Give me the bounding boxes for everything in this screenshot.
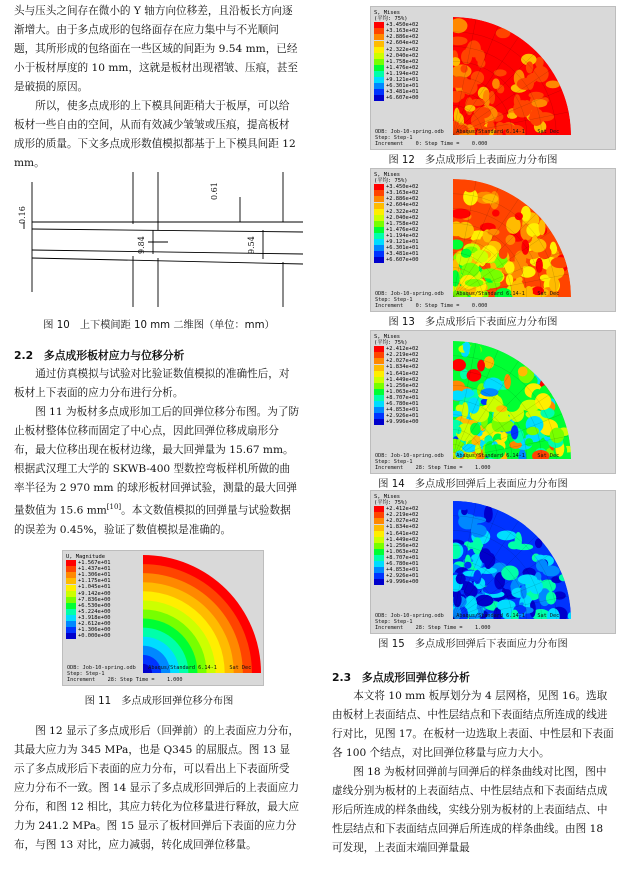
stress-patch: [546, 81, 560, 89]
stress-patch: [473, 501, 481, 511]
right-column-section-2-3: [332, 668, 614, 858]
stress-patch: [474, 175, 493, 192]
stress-patch: [521, 240, 529, 255]
legend-entry: +1.045e+01: [66, 584, 110, 590]
legend-entry: +1.476e+02: [374, 65, 418, 71]
figure-13-caption: 图 13 多点成形后下表面应力分布图: [388, 317, 558, 328]
stress-patch: [492, 78, 500, 89]
legend-entry: +2.412e+02: [374, 506, 418, 512]
legend-entry: +2.322e+02: [374, 209, 418, 215]
figure-15-caption: 图 15 多点成形回弹后下表面应力分布图: [378, 639, 568, 650]
stress-legend: S, Mises (平均: 75%) +3.450e+02 +3.163e+02 +2.886e+02 +2.604e+02 +2.322e+02 +2.040e+02 +1.758e+02 +1.476e+02 +1.194e+02 +9.121e+01 +6.301e+01 +3.481e+01 +6.607e+00: [374, 10, 419, 102]
stress-patch: [496, 28, 511, 38]
stress-legend: S, Mises (平均: 75%) +2.412e+02 +2.219e+02 +2.027e+02 +1.834e+02 +1.641e+02 +1.449e+02 +1.256e+02 +1.063e+02 +8.707e+01 +6.780e+01 +4.853e+01 +2.926e+01 +9.996e+00: [374, 494, 419, 586]
stress-patch: [466, 542, 483, 549]
legend-entry: +8.707e+01: [374, 555, 418, 561]
stress-patch: [452, 359, 466, 371]
stress-patch: [481, 268, 499, 278]
legend-entry: +1.175e+01: [66, 578, 110, 584]
legend-entry: +9.996e+00: [374, 419, 418, 425]
legend-entry: +2.040e+02: [374, 215, 418, 221]
legend-entry: +7.836e+00: [66, 597, 110, 603]
figure-11-caption: 图 11 多点成形回弹位移分布图: [84, 696, 234, 707]
figure-11-fea-plot: [62, 550, 264, 686]
stress-contour: [371, 7, 615, 149]
legend-entry: +9.142e+00: [66, 591, 110, 597]
fea-footer: ODB: Job-10-spring.odb Abaqus/Standard 6.14-1 Sat Dec Step: Step-1 Increment 0: Step Time = 0.000: [375, 129, 560, 147]
stress-patch: [514, 94, 521, 108]
paragraph-2: 所以，使多点成形的上下模具间距稍大于板厚，可以给板材一些自由的空间，从而有效减少皱皱或压痕，提高板材成形的质量。下文多点成形数值模拟都基于上下模具间距 12 mm。: [14, 100, 296, 169]
stress-legend: S, Mises (平均: 75%) +2.412e+02 +2.219e+02 +2.027e+02 +1.834e+02 +1.641e+02 +1.449e+02 +1.256e+02 +1.063e+02 +8.707e+01 +6.780e+01 +4.853e+01 +2.926e+01 +9.996e+00: [374, 334, 419, 426]
legend-entry: +2.040e+02: [374, 53, 418, 59]
legend-entry: +9.121e+01: [374, 77, 418, 83]
paragraph-3: 通过仿真模拟与试验对比验证数值模拟的准确性后，对板材上下表面的应力分布进行分析。: [14, 368, 290, 399]
legend-entry: +1.758e+02: [374, 221, 418, 227]
stress-patch: [499, 248, 508, 259]
stress-patch: [492, 210, 499, 217]
legend-entry: +1.449e+02: [374, 377, 418, 383]
figure-15-fea-plot: [370, 490, 616, 634]
legend-entry: +1.834e+02: [374, 364, 418, 370]
section-2-2-heading: 2.2 多点成形板材应力与位移分析: [14, 349, 185, 362]
paragraph-5: 图 12 显示了多点成形后（回弹前）的上表面应力分布，其最大应力为 345 MPa，也是 Q345 的屈服点。图 13 显示了多点成形后下表面的应力分布，可以看出上下表面所受应力分布不一致。图 14 显示了多点成形回弹后的上表面应力分布，和图 12 相比，其应力转化为位移量进行释放，最大应力为 241.2 MPa。图 15 显示了板材回弹后下表面的应力分布，与图 13 对比，应力减弱，转化成回弹位移量。: [14, 725, 300, 851]
legend-entry: +6.530e+00: [66, 603, 110, 609]
legend-entry: +8.707e+01: [374, 395, 418, 401]
legend-entry: +6.607e+00: [374, 95, 418, 101]
stress-patch: [475, 595, 493, 607]
legend-entry: +0.000e+00: [66, 633, 110, 639]
legend-entry: +6.301e+01: [374, 245, 418, 251]
stress-patch: [493, 415, 511, 422]
paragraph-6: 本文将 10 mm 板厚划分为 4 层网格，见图 16。选取由板材上表面结点、中性层结点和下表面结点所连成的线进行对比，见图 17。在板材一边选取上表面、中性层和下表面各 100 个结点，对比回弹位移量与应力大小。: [332, 690, 614, 759]
stress-patch: [494, 69, 507, 76]
left-column-section-2-2: [14, 346, 300, 540]
legend-entry: +3.450e+02: [374, 22, 418, 28]
stress-contour: [371, 169, 615, 311]
legend-entry: +1.641e+02: [374, 371, 418, 377]
stress-patch: [525, 438, 533, 446]
legend-entry: +1.437e+01: [66, 566, 110, 572]
stress-patch: [473, 250, 488, 263]
stress-contour: [371, 491, 615, 633]
legend-entry: +2.926e+01: [374, 573, 418, 579]
legend-entry: +4.853e+01: [374, 407, 418, 413]
stress-patch: [461, 49, 472, 64]
dim-label-0-16: 0.16: [18, 206, 27, 224]
legend-entry: +2.219e+02: [374, 352, 418, 358]
legend-entry: +9.996e+00: [374, 579, 418, 585]
stress-patch: [532, 99, 548, 107]
legend-entry: +2.322e+02: [374, 47, 418, 53]
legend-entry: +6.780e+01: [374, 561, 418, 567]
stress-patch: [539, 219, 546, 235]
stress-patch: [450, 240, 464, 250]
legend-entry: +2.027e+02: [374, 358, 418, 364]
legend-entry: +6.301e+01: [374, 83, 418, 89]
figure-10: [18, 172, 303, 312]
figure-14-caption: 图 14 多点成形回弹后上表面应力分布图: [378, 479, 568, 490]
stress-patch: [464, 562, 471, 569]
legend-entry: +3.450e+02: [374, 184, 418, 190]
legend-entry: +5.224e+00: [66, 609, 110, 615]
stress-patch: [568, 612, 574, 620]
paragraph-7: 图 18 为板材回弹前与回弹后的样条曲线对比图，图中虚线分别为板材的上表面结点、中性层结点和下表面结点成形后所连成的样条曲线，实线分别为板材的上表面结点、中性层结点和下表面结点回弹后所连成的样条曲线。由图 18 可发现，上表面末端回弹量最: [332, 766, 608, 854]
legend-entry: +2.926e+01: [374, 413, 418, 419]
legend-entry: +1.063e+02: [374, 549, 418, 555]
displacement-legend: U, Magnitude +1.567e+01 +1.437e+01 +1.306e+01 +1.175e+01 +1.045e+01 +9.142e+00 +7.836e+00 +6.530e+00 +5.224e+00 +3.918e+00 +2.612e+00 +1.306e+00 +0.000e+00: [66, 554, 111, 640]
legend-entry: +1.567e+01: [66, 560, 110, 566]
stress-patch: [521, 206, 531, 221]
legend-entry: +3.163e+02: [374, 28, 418, 34]
legend-entry: +9.121e+01: [374, 239, 418, 245]
left-column: [14, 2, 300, 173]
legend-entry: +2.612e+00: [66, 621, 110, 627]
stress-patch: [471, 524, 487, 537]
stress-patch: [515, 544, 533, 550]
legend-entry: +6.607e+00: [374, 257, 418, 263]
legend-entry: +2.886e+02: [374, 196, 418, 202]
stress-patch: [449, 37, 468, 46]
legend-entry: +1.194e+02: [374, 71, 418, 77]
stress-contour: [371, 331, 615, 473]
legend-entry: +2.219e+02: [374, 512, 418, 518]
left-column-bottom: [14, 722, 300, 855]
fea-footer: ODB: Job-10-spring.odb Abaqus/Standard 6.14-1 Sat Dec Step: Step-1 Increment 28: Step Time = 1.000: [375, 613, 560, 631]
stress-patch: [518, 519, 526, 532]
legend-entry: +1.063e+02: [374, 389, 418, 395]
legend-entry: +3.481e+01: [374, 89, 418, 95]
figure-14-fea-plot: [370, 330, 616, 474]
legend-entry: +1.256e+02: [374, 543, 418, 549]
legend-entry: +1.256e+02: [374, 383, 418, 389]
legend-entry: +1.476e+02: [374, 227, 418, 233]
figure-13-fea-plot: [370, 168, 616, 312]
stress-patch: [535, 538, 542, 548]
legend-entry: +2.027e+02: [374, 518, 418, 524]
stress-patch: [551, 257, 569, 268]
paragraph-1: 头与压头之间存在微小的 Y 轴方向位移差，且沿板长方向逐渐增大。由于多点成形的包络面存在应力集中与不光顺问题，其所形成的包络面在一些区域的间距为 9.54 mm，已经小于板材厚度的 10 mm，这就是板材出现褶皱、压痕，甚至是破损的原因。: [14, 5, 298, 93]
dim-label-9-84: 9.84: [137, 236, 146, 254]
legend-entry: +2.604e+02: [374, 202, 418, 208]
legend-entry: +2.412e+02: [374, 346, 418, 352]
stress-patch: [450, 390, 465, 400]
legend-entry: +1.449e+02: [374, 537, 418, 543]
figure-12-fea-plot: [370, 6, 616, 150]
fea-footer: ODB: Job-10-spring.odb Abaqus/Standard 6.14-1 Sat Dec Step: Step-1 Increment 0: Step Time = 0.000: [375, 291, 560, 309]
legend-entry: +1.194e+02: [374, 233, 418, 239]
stress-patch: [559, 574, 568, 581]
legend-entry: +1.758e+02: [374, 59, 418, 65]
stress-patch: [526, 74, 534, 90]
stress-legend: S, Mises (平均: 75%) +3.450e+02 +3.163e+02 +2.886e+02 +2.604e+02 +2.322e+02 +2.040e+02 +1.758e+02 +1.476e+02 +1.194e+02 +9.121e+01 +6.301e+01 +3.481e+01 +6.607e+00: [374, 172, 419, 264]
dim-label-0-61: 0.61: [210, 182, 219, 200]
legend-entry: +3.481e+01: [374, 251, 418, 257]
legend-entry: +3.163e+02: [374, 190, 418, 196]
stress-patch: [518, 366, 528, 376]
stress-patch: [515, 212, 523, 220]
legend-entry: +1.306e+00: [66, 627, 110, 633]
stress-patch: [470, 423, 480, 435]
paragraph-4: 图 11 为板材多点成形加工后的回弹位移分布图。为了防止板材整体位移而固定了中心点，因此回弹位移成扇形分布，最大位移出现在板材边缘，最大回弹量为 15.67 mm。根据武汉理工大学的 SKWB-400 型数控弯板样机所做的曲率半径为 2 970 mm 的球形板材回弹试验，测量的最大回弹量数值为 15.6 mm[10]。本文数值模拟的回弹量与试验数据的误差为 0.45%，验证了数值模拟是准确的。: [14, 406, 300, 536]
stress-patch: [504, 374, 511, 389]
fea-footer: ODB: Job-10-spring.odb Abaqus/Standard 6.14-1 Sat Dec Step: Step-1 Increment 28: Step Time = 1.000: [67, 665, 252, 683]
legend-entry: +1.306e+01: [66, 572, 110, 578]
legend-entry: +2.886e+02: [374, 34, 418, 40]
stress-patch: [448, 227, 464, 236]
stress-patch: [536, 559, 548, 572]
legend-entry: +3.918e+00: [66, 615, 110, 621]
stress-patch: [532, 416, 540, 424]
legend-entry: +4.853e+01: [374, 567, 418, 573]
stress-patch: [477, 360, 485, 372]
section-2-3-heading: 2.3 多点成形回弹位移分析: [332, 671, 470, 684]
figure-12-caption: 图 12 多点成形后上表面应力分布图: [388, 155, 558, 166]
stress-patch: [462, 176, 477, 192]
figure-10-caption: 图 10 上下模间距 10 mm 二维图（单位：mm）: [43, 320, 275, 331]
stress-patch: [449, 543, 461, 559]
stress-patch: [546, 592, 556, 605]
stress-patch: [535, 393, 551, 410]
stress-patch: [447, 381, 464, 392]
legend-entry: +1.641e+02: [374, 531, 418, 537]
stress-patch: [454, 497, 472, 510]
reference-10: [10]: [106, 503, 122, 511]
stress-patch: [449, 18, 467, 33]
legend-entry: +6.780e+01: [374, 401, 418, 407]
dim-label-9-54: 9.54: [247, 236, 256, 254]
fea-footer: ODB: Job-10-spring.odb Abaqus/Standard 6.14-1 Sat Dec Step: Step-1 Increment 28: Step Time = 1.000: [375, 453, 560, 471]
stress-patch: [501, 565, 518, 580]
stress-patch: [463, 342, 470, 353]
stress-patch: [451, 209, 471, 219]
mold-gap-drawing: [18, 172, 303, 312]
legend-entry: +1.834e+02: [374, 524, 418, 530]
legend-entry: +2.604e+02: [374, 40, 418, 46]
